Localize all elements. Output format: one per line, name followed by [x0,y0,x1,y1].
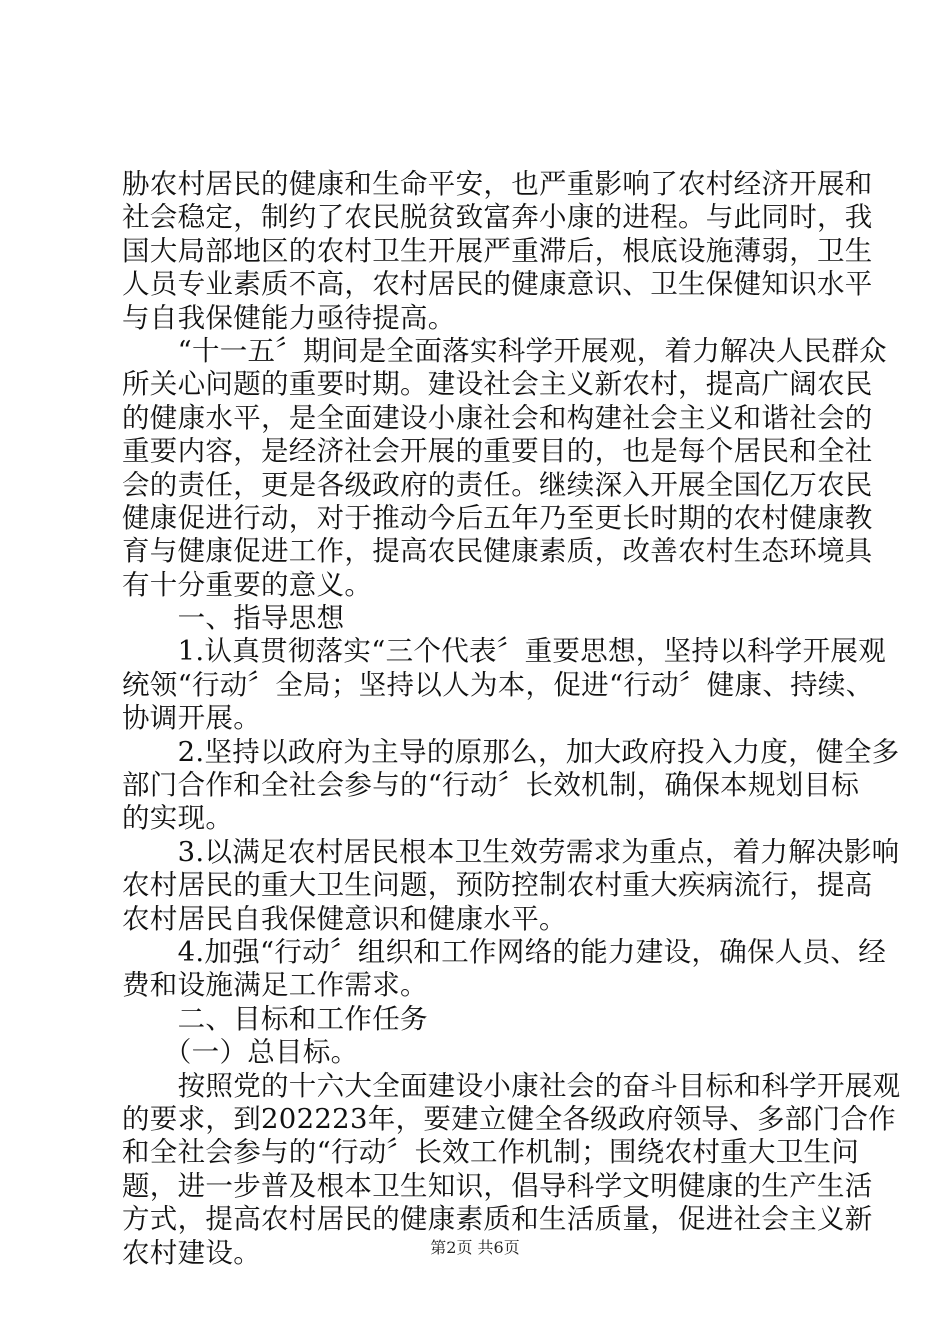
text-line: “十一五〞期间是全面落实科学开展观，着力解决人民群众 [122,334,887,367]
text-line: 协调开展。 [122,702,261,735]
text-line: 农村居民自我保健意识和健康水平。 [122,902,567,935]
text-line: 农村居民的重大卫生问题，预防控制农村重大疾病流行，提高 [122,869,873,902]
text-line: 胁农村居民的健康和生命平安，也严重影响了农村经济开展和 [122,168,873,200]
text-line: 部门合作和全社会参与的“行动〞长效机制，确保本规划目标 [122,769,860,802]
text-line: 人员专业素质不高，农村居民的健康意识、卫生保健知识水平 [122,268,873,301]
text-line: 的健康水平，是全面建设小康社会和构建社会主义和谐社会的 [122,401,873,434]
text-line: 有十分重要的意义。 [122,568,373,601]
text-line: 费和设施满足工作需求。 [122,969,428,1002]
body-text [122,168,901,1270]
text-line: 国大局部地区的农村卫生开展严重滞后，根底设施薄弱，卫生 [122,234,873,267]
text-line: （一）总目标。 [122,1036,359,1069]
text-line: 健康促进行动，对于推动今后五年乃至更长时期的农村健康教 [122,501,873,534]
text-line: 育与健康促进工作，提高农民健康素质，改善农村生态环境具 [122,535,873,568]
text-line: 统领“行动〞全局；坚持以人为本，促进“行动〞健康、持续、 [122,668,874,701]
text-line: 4.加强“行动〞组织和工作网络的能力建设，确保人员、经 [122,935,886,968]
text-line: 3.以满足农村居民根本卫生效劳需求为重点，着力解决影响 [122,835,900,868]
text-line: 方式，提高农村居民的健康素质和生活质量，促进社会主义新 [122,1203,873,1236]
text-line: 和全社会参与的“行动〞长效工作机制；围绕农村重大卫生问 [122,1136,860,1169]
text-line: 1.认真贯彻落实“三个代表〞重要思想，坚持以科学开展观 [122,635,886,668]
page-footer: 第2页 共6页 [430,1238,520,1257]
text-line: 的实现。 [122,802,234,835]
text-line: 的要求，到202223年，要建立健全各级政府领导、多部门合作 [122,1102,896,1135]
text-line: 社会稳定，制约了农民脱贫致富奔小康的进程。与此同时，我 [122,201,873,234]
text-line: 所关心问题的重要时期。建设社会主义新农村，提高广阔农民 [122,368,873,401]
text-line: 一、指导思想 [122,602,345,635]
text-line: 重要内容，是经济社会开展的重要目的，也是每个居民和全社 [122,435,873,468]
text-line: 题，进一步普及根本卫生知识，倡导科学文明健康的生产生活 [122,1169,873,1202]
text-line: 2.坚持以政府为主导的原那么，加大政府投入力度，健全多 [122,735,900,768]
text-line: 与自我保健能力亟待提高。 [122,301,456,334]
text-line: 会的责任，更是各级政府的责任。继续深入开展全国亿万农民 [122,468,873,501]
text-line: 按照党的十六大全面建设小康社会的奋斗目标和科学开展观 [122,1069,901,1102]
text-line: 农村建设。 [122,1236,261,1269]
text-line: 二、目标和工作任务 [122,1002,428,1035]
